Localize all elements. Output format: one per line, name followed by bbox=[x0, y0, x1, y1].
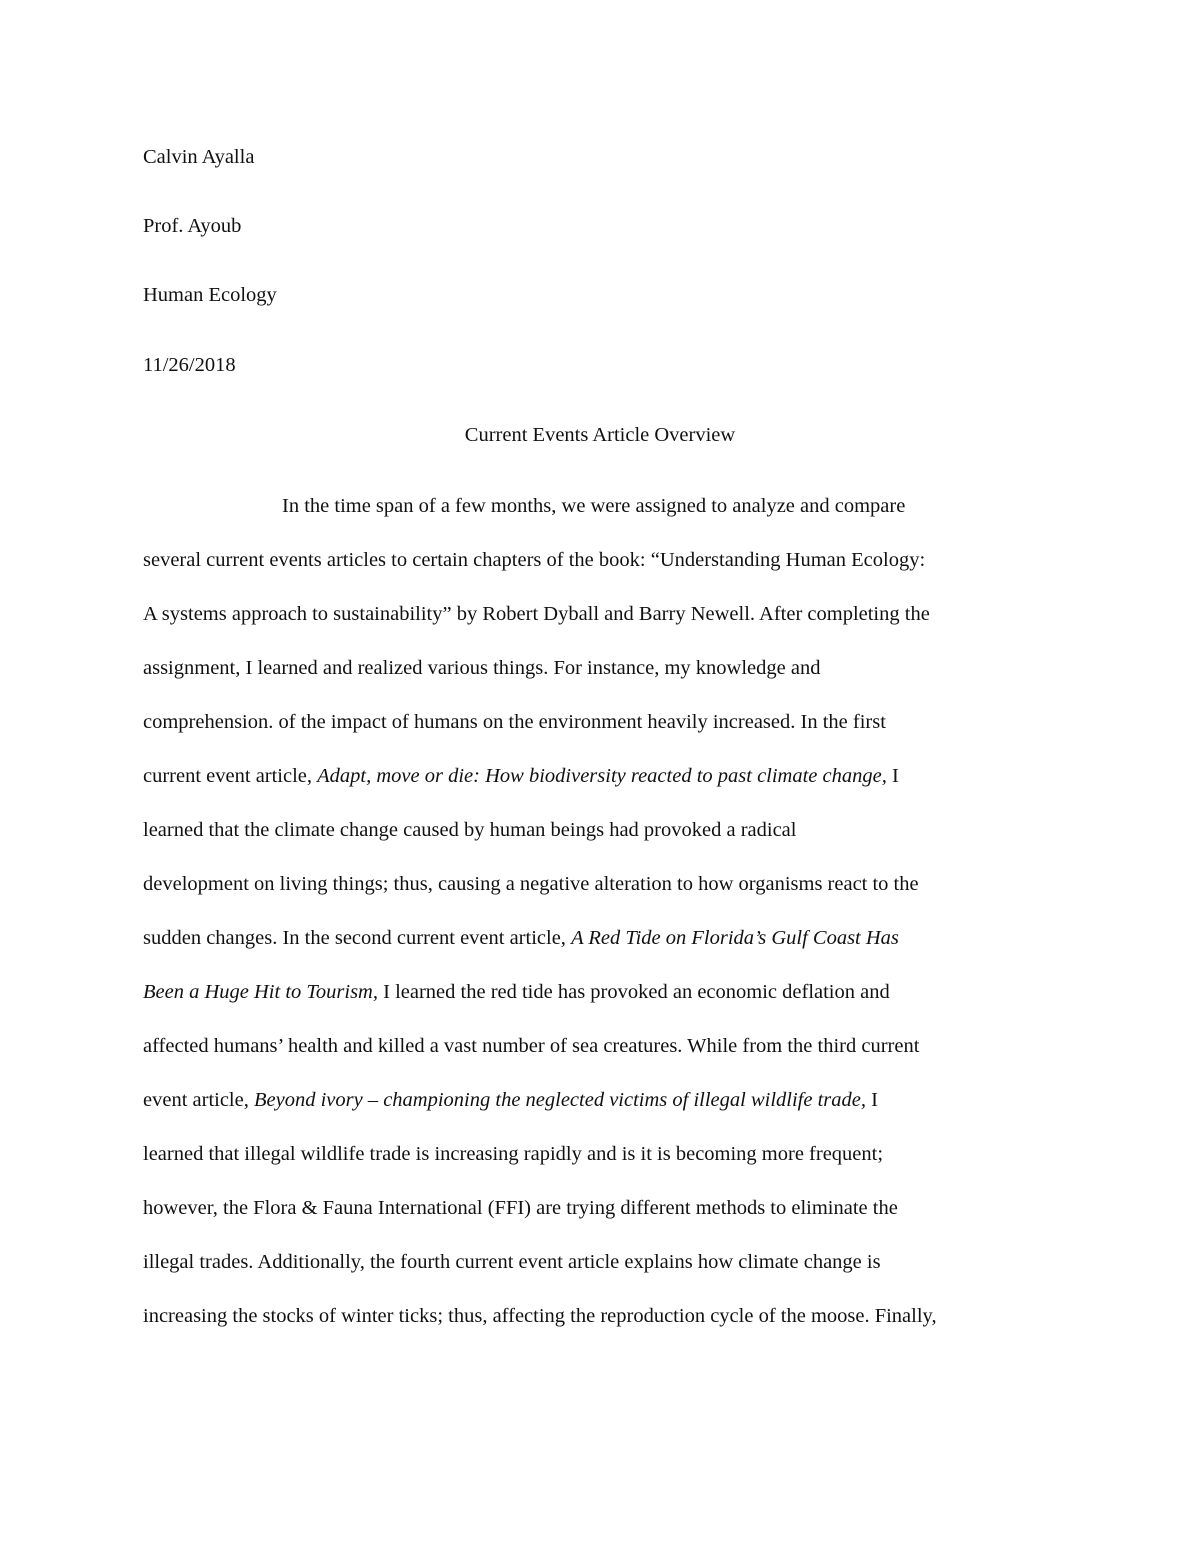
body-line: however, the Flora & Fauna International (FFI) are trying different methods to eliminate the bbox=[143, 1197, 898, 1219]
body-line: several current events articles to certain chapters of the book: “Understanding Human Ecology: bbox=[143, 549, 926, 571]
body-line bbox=[143, 980, 890, 1004]
body-text: sudden changes. In the second current event article, bbox=[143, 927, 572, 949]
body-text: current event article, bbox=[143, 765, 318, 787]
author-name: Calvin Ayalla bbox=[143, 146, 255, 168]
body-line: A systems approach to sustainability” by Robert Dyball and Barry Newell. After completing the bbox=[143, 603, 930, 625]
body-line bbox=[143, 764, 899, 788]
professor-name: Prof. Ayoub bbox=[143, 215, 242, 237]
article-title-italic: A Red Tide on Florida’s Gulf Coast Has bbox=[571, 927, 899, 949]
body-line: illegal trades. Additionally, the fourth current event article explains how climate change is bbox=[143, 1251, 881, 1273]
article-title-italic: Beyond ivory – championing the neglected victims of illegal wildlife trade, bbox=[253, 1089, 866, 1111]
body-text: I bbox=[886, 765, 899, 787]
body-line: In the time span of a few months, we were assigned to analyze and compare bbox=[282, 495, 906, 517]
body-line: learned that the climate change caused by human beings had provoked a radical bbox=[143, 819, 797, 841]
body-text: I bbox=[866, 1089, 878, 1111]
body-line: increasing the stocks of winter ticks; thus, affecting the reproduction cycle of the moose. Finally, bbox=[143, 1305, 937, 1327]
body-text: I learned the red tide has provoked an economic deflation and bbox=[378, 981, 890, 1003]
body-line: comprehension. of the impact of humans on the environment heavily increased. In the first bbox=[143, 711, 886, 733]
body-line: affected humans’ health and killed a vast number of sea creatures. While from the third current bbox=[143, 1035, 920, 1057]
article-title-italic: Adapt, move or die: How biodiversity reacted to past climate change, bbox=[317, 765, 887, 787]
course-name: Human Ecology bbox=[143, 284, 277, 306]
article-title-italic: Been a Huge Hit to Tourism, bbox=[143, 981, 378, 1003]
document-date: 11/26/2018 bbox=[143, 354, 236, 376]
body-line: learned that illegal wildlife trade is increasing rapidly and is it is becoming more frequent; bbox=[143, 1143, 884, 1165]
body-line: assignment, I learned and realized various things. For instance, my knowledge and bbox=[143, 657, 821, 679]
body-line bbox=[143, 1088, 878, 1112]
body-line: development on living things; thus, causing a negative alteration to how organisms react to the bbox=[143, 873, 919, 895]
body-line bbox=[143, 926, 899, 950]
document-title: Current Events Article Overview bbox=[464, 424, 736, 446]
body-text: event article, bbox=[143, 1089, 254, 1111]
